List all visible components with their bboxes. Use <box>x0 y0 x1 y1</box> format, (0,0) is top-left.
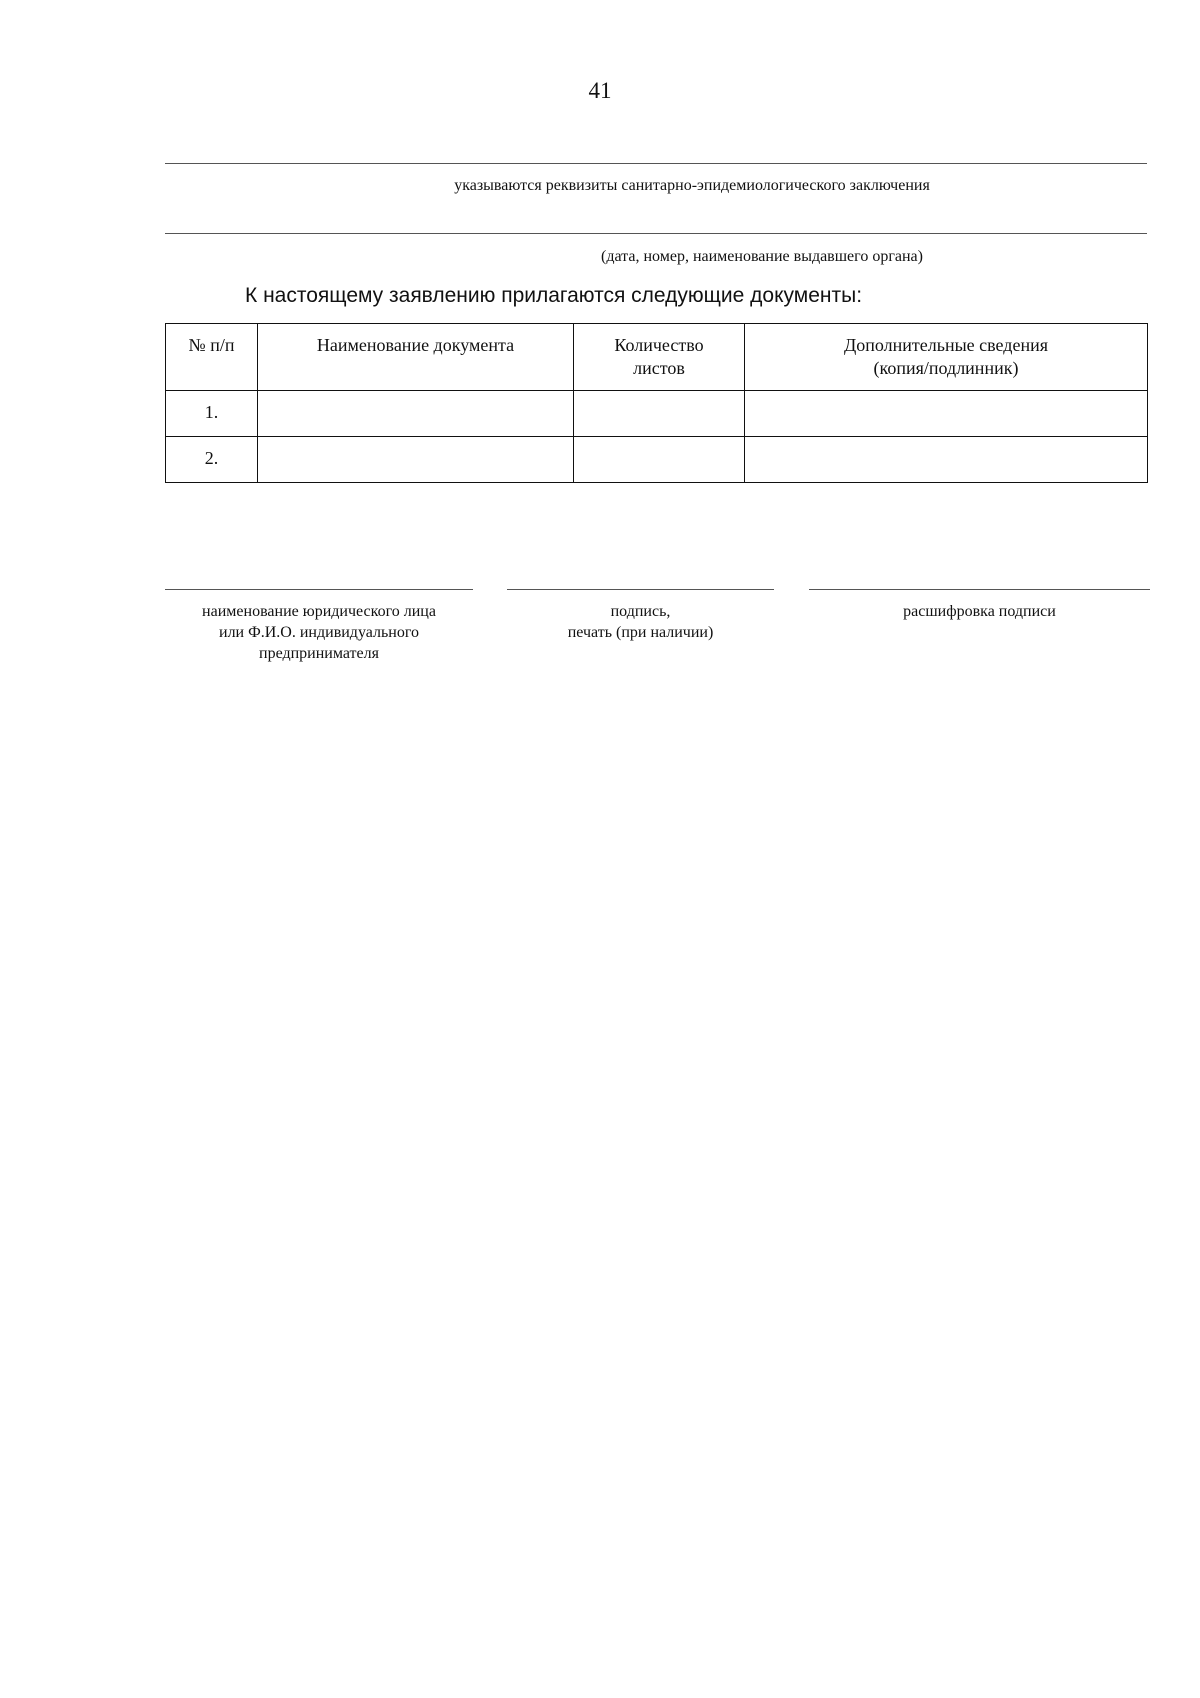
entity-caption: наименование юридического лица или Ф.И.О. индивидуального предпринимателя <box>202 603 436 662</box>
conclusion-details-line[interactable] <box>165 233 1147 234</box>
signature-line[interactable] <box>507 589 774 590</box>
attachments-table <box>165 323 1148 483</box>
document-name-cell[interactable] <box>258 437 574 483</box>
additional-info-cell[interactable] <box>745 391 1148 437</box>
table-row <box>166 437 1148 483</box>
column-header-number: № п/п <box>166 324 258 391</box>
row-number-cell: 1. <box>166 391 258 437</box>
table-row <box>166 391 1148 437</box>
sheet-count-cell[interactable] <box>574 391 745 437</box>
attachments-intro: К настоящему заявлению прилагаются следующие документы: <box>245 284 863 307</box>
conclusion-caption: указываются реквизиты санитарно-эпидемиологического заключения <box>454 177 930 194</box>
page-number: 41 <box>588 78 612 103</box>
sheet-count-cell[interactable] <box>574 437 745 483</box>
row-number-cell: 2. <box>166 437 258 483</box>
column-header-document-name: Наименование документа <box>258 324 574 391</box>
document-name-cell[interactable] <box>258 391 574 437</box>
conclusion-details-caption: (дата, номер, наименование выдавшего органа) <box>601 248 923 265</box>
conclusion-requisites-line[interactable] <box>165 163 1147 164</box>
additional-info-cell[interactable] <box>745 437 1148 483</box>
table-header-row <box>166 324 1148 391</box>
signature-caption: подпись, печать (при наличии) <box>567 603 714 641</box>
signature-transcript-caption: расшифровка подписи <box>903 603 1056 620</box>
column-header-additional-info: Дополнительные сведения (копия/подлинник) <box>745 324 1148 391</box>
signature-transcript-line[interactable] <box>809 589 1150 590</box>
entity-name-line[interactable] <box>165 589 473 590</box>
column-header-sheet-count: Количество листов <box>574 324 745 391</box>
